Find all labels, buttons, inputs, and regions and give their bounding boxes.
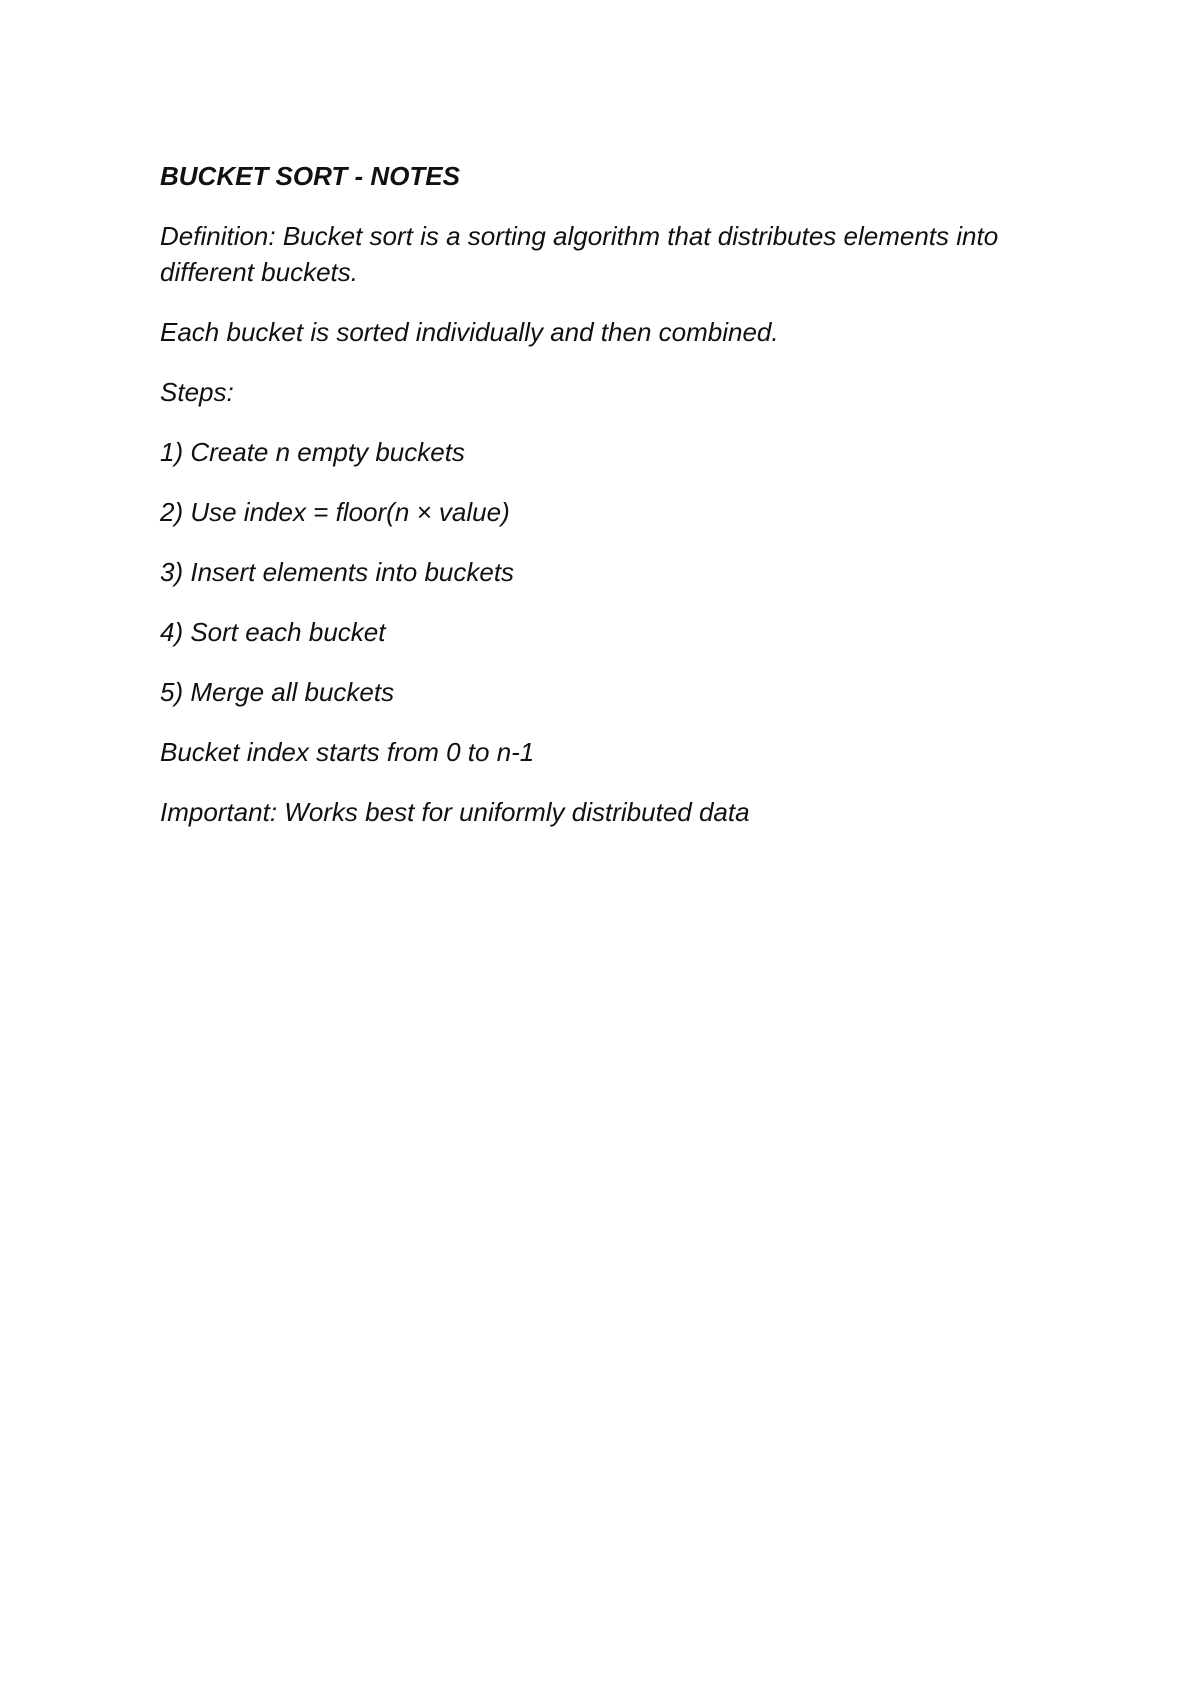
document-title: BUCKET SORT - NOTES xyxy=(160,161,460,191)
bucket-sorted-paragraph: Each bucket is sorted individually and then combined. xyxy=(160,317,779,347)
bucket-index-note: Bucket index starts from 0 to n-1 xyxy=(160,737,535,767)
step-item-4: 4) Sort each bucket xyxy=(160,617,386,647)
steps-heading: Steps: xyxy=(160,377,234,407)
step-item-3: 3) Insert elements into buckets xyxy=(160,557,515,587)
step-item-2: 2) Use index = floor(n × value) xyxy=(160,497,510,527)
definition-paragraph: Definition: Bucket sort is a sorting algorithm that distributes elements into different buckets. xyxy=(160,221,999,287)
document-body xyxy=(160,158,1060,830)
step-item-5: 5) Merge all buckets xyxy=(160,677,395,707)
important-note: Important: Works best for uniformly distributed data xyxy=(160,797,750,827)
step-item-1: 1) Create n empty buckets xyxy=(160,437,465,467)
